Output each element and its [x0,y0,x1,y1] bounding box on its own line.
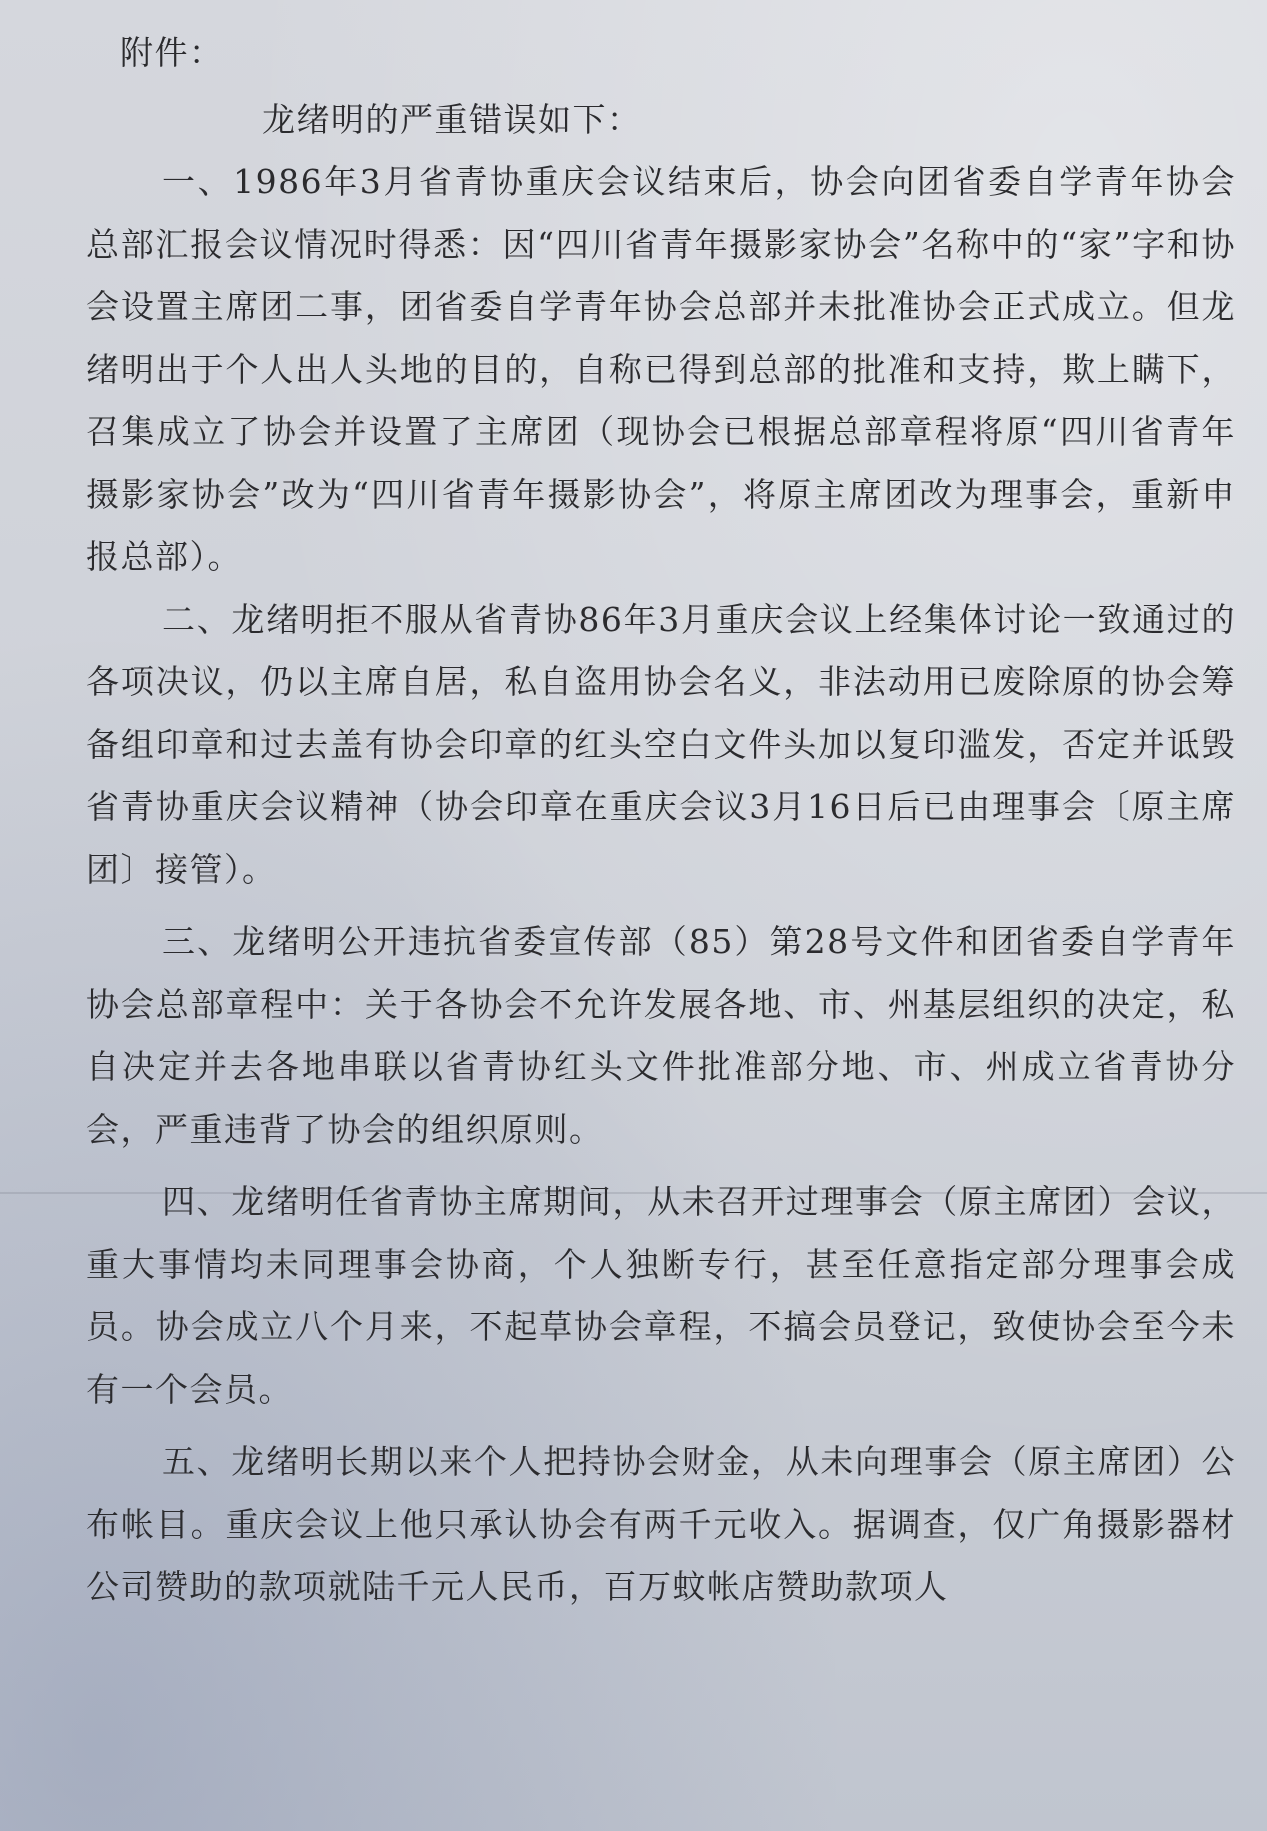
document-heading: 龙绪明的严重错误如下： [262,99,642,139]
paragraph-5: 五、龙绪明长期以来个人把持协会财金，从未向理事会（原主席团）公布帐目。重庆会议上他只承认协会有两千元收入。据调查，仅广角摄影器材公司赞助的款项就陆千元人民币，百万蚊帐店赞助款项人 [86,1442,1236,1606]
document-body [86,22,1236,1619]
paragraph-4: 四、龙绪明任省青协主席期间，从未召开过理事会（原主席团）会议，重大事情均未同理事会协商，个人独断专行，甚至任意指定部分理事会成员。协会成立八个月来，不起草协会章程，不搞会员登记，致使协会至今未有一个会员。 [86,1182,1236,1409]
paragraph-2: 二、龙绪明拒不服从省青协86年3月重庆会议上经集体讨论一致通过的各项决议，仍以主席自居，私自盗用协会名义，非法动用已废除原的协会筹备组印章和过去盖有协会印章的红头空白文件头加以复印滥发，否定并诋毁省青协重庆会议精神（协会印章在重庆会议3月16日后已由理事会〔原主席团〕接管）。 [86,599,1236,889]
paragraph-1: 一、1986年3月省青协重庆会议结束后，协会向团省委自学青年协会总部汇报会议情况时得悉：因“四川省青年摄影家协会”名称中的“家”字和协会设置主席团二事，团省委自学青年协会总部并未批准协会正式成立。但龙绪明出于个人出人头地的目的，自称已得到总部的批准和支持，欺上瞒下，召集成立了协会并设置了主席团（现协会已根据总部章程将原“四川省青年摄影家协会”改为“四川省青年摄影协会”，将原主席团改为理事会，重新申报总部）。 [86,162,1236,576]
paragraph-3: 三、龙绪明公开违抗省委宣传部（85）第28号文件和团省委自学青年协会总部章程中：关于各协会不允许发展各地、市、州基层组织的决定，私自决定并去各地串联以省青协红头文件批准部分地、市、州成立省青协分会，严重违背了协会的组织原则。 [86,922,1236,1149]
attachment-label: 附件： [120,33,224,72]
